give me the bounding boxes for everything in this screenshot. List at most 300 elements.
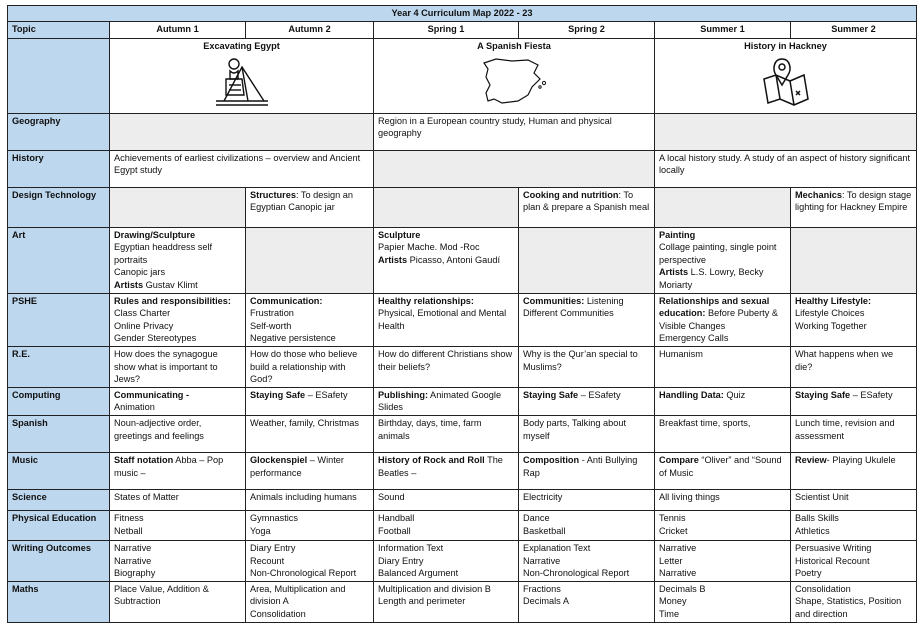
cell-bold-text: Rules and responsibilities: (114, 295, 231, 306)
cell-text: Animation (114, 402, 155, 413)
cell-line (250, 348, 369, 386)
subject-label: Geography (8, 113, 110, 150)
curriculum-cell (791, 187, 917, 227)
cell-text: Fractions (523, 583, 561, 594)
curriculum-cell (110, 540, 246, 581)
cell-text: Online Privacy (114, 320, 174, 331)
curriculum-cell (374, 540, 519, 581)
curriculum-cell (655, 452, 791, 489)
cell-text: Animated Google Slides (378, 389, 502, 413)
cell-line (114, 266, 241, 279)
cell-line (795, 583, 912, 596)
cell-line (114, 320, 241, 333)
cell-text: Money (659, 596, 687, 607)
cell-bold-text: Artists (659, 267, 689, 278)
curriculum-cell (110, 489, 246, 510)
theme-summer (655, 38, 917, 113)
subject-label: Science (8, 489, 110, 510)
cell-line (795, 454, 912, 467)
cell-line (114, 454, 241, 479)
cell-line (795, 491, 912, 504)
cell-line (250, 608, 369, 621)
cell-line (523, 454, 650, 479)
cell-bold-text: Handling Data: (659, 389, 724, 400)
cell-text: Dance (523, 512, 550, 523)
cell-text: Class Charter (114, 308, 171, 319)
curriculum-cell (110, 227, 246, 293)
cell-line (795, 295, 912, 308)
cell-line (114, 389, 241, 402)
curriculum-cell (374, 452, 519, 489)
header-spring-1: Spring 1 (374, 21, 519, 38)
empty-cell (519, 227, 655, 293)
cell-line (523, 583, 650, 596)
theme-autumn (110, 38, 374, 113)
curriculum-cell (374, 346, 519, 387)
empty-cell (246, 227, 374, 293)
curriculum-cell (246, 387, 374, 415)
cell-line (523, 512, 650, 525)
cell-line (523, 295, 650, 320)
cell-text: Region in a European country study, Human and physical geography (378, 115, 612, 139)
cell-bold-text: History of Rock and Roll (378, 454, 485, 465)
cell-text: Animals including humans (250, 491, 357, 502)
curriculum-cell (374, 415, 519, 452)
subject-row (8, 452, 917, 489)
cell-bold-text: Structures (250, 189, 296, 200)
subject-label: PSHE (8, 293, 110, 346)
cell-text: All living things (659, 491, 720, 502)
curriculum-cell (110, 510, 246, 540)
cell-text: Physical, Emotional and Mental Health (378, 308, 507, 331)
cell-bold-text: Cooking and nutrition (523, 189, 619, 200)
cell-line (659, 348, 786, 361)
cell-text: Netball (114, 525, 143, 536)
cell-text: How do those who believe build a relationship with God? (250, 348, 358, 385)
cell-text: Electricity (523, 491, 563, 502)
curriculum-cell (374, 581, 519, 622)
cell-text: Egyptian headdress self portraits (114, 242, 213, 265)
cell-text: Fitness (114, 512, 144, 523)
cell-line (114, 295, 241, 308)
cell-text: Biography (114, 568, 156, 579)
title-row (8, 6, 917, 22)
curriculum-cell (110, 581, 246, 622)
cell-line (114, 525, 241, 538)
cell-line (250, 491, 369, 504)
page-title: Year 4 Curriculum Map 2022 - 23 (8, 6, 917, 22)
cell-line (250, 542, 369, 555)
cell-text: Explanation Text (523, 542, 591, 553)
header-autumn-1: Autumn 1 (110, 21, 246, 38)
cell-text: : To plan & prepare a Spanish meal (523, 189, 650, 213)
cell-line (250, 583, 369, 608)
cell-line (659, 608, 786, 621)
curriculum-cell (791, 415, 917, 452)
cell-bold-text: Artists (378, 254, 408, 265)
cell-bold-text: Mechanics (795, 189, 842, 200)
cell-line (795, 389, 912, 402)
pyramid-sphinx-icon (214, 55, 270, 109)
header-spring-2: Spring 2 (519, 21, 655, 38)
curriculum-cell (519, 510, 655, 540)
cell-line (795, 320, 912, 333)
cell-line (523, 542, 650, 555)
cell-line (795, 555, 912, 568)
cell-bold-text: Review (795, 454, 827, 465)
cell-text: – ESafety (305, 389, 348, 400)
subject-label: Art (8, 227, 110, 293)
subject-row (8, 113, 917, 150)
cell-line (250, 454, 369, 479)
cell-line (378, 307, 514, 332)
cell-text: Abba – Pop music – (114, 454, 224, 478)
cell-text: Narrative (114, 555, 152, 566)
cell-line (795, 525, 912, 538)
subject-row (8, 150, 917, 187)
curriculum-cell (655, 540, 791, 581)
cell-text: Birthday, days, time, farm animals (378, 417, 482, 441)
cell-text: Achievements of earliest civilizations – overview and Ancient Egypt study (114, 152, 361, 176)
cell-bold-text: Staying Safe (795, 389, 851, 400)
curriculum-cell (374, 489, 519, 510)
cell-text: States of Matter (114, 491, 179, 502)
curriculum-cell (246, 415, 374, 452)
cell-text: Cricket (659, 525, 688, 536)
cell-text: Balls Skills (795, 512, 839, 523)
cell-text: How do different Christians show their beliefs? (378, 348, 513, 372)
cell-text: Basketball (523, 525, 566, 536)
cell-text: – ESafety (850, 389, 893, 400)
cell-line (523, 555, 650, 568)
cell-line (378, 115, 650, 140)
cell-line (114, 332, 241, 345)
cell-bold-text: Communicating - (114, 389, 190, 400)
cell-line (659, 525, 786, 538)
cell-line (114, 241, 241, 266)
curriculum-cell (374, 387, 519, 415)
cell-line (523, 525, 650, 538)
cell-line (378, 595, 514, 608)
cell-line (378, 348, 514, 373)
header-topic: Topic (8, 21, 110, 38)
cell-text: - Playing Ukulele (826, 454, 896, 465)
cell-line (378, 491, 514, 504)
cell-text: Area, Multiplication and division A (250, 583, 346, 607)
cell-line (523, 417, 650, 442)
cell-text: Decimals B (659, 583, 706, 594)
curriculum-cell (110, 150, 374, 187)
cell-text: Gender Stereotypes (114, 333, 197, 344)
cell-text: Narrative (659, 542, 697, 553)
cell-text: Decimals A (523, 596, 569, 607)
cell-text: Noun-adjective order, greetings and feelings (114, 417, 204, 441)
cell-line (114, 417, 241, 442)
empty-cell (374, 150, 655, 187)
cell-line (659, 567, 786, 580)
cell-text: Humanism (659, 348, 703, 359)
curriculum-cell (246, 489, 374, 510)
cell-text: Yoga (250, 525, 271, 536)
cell-line (795, 595, 912, 620)
curriculum-cell (791, 540, 917, 581)
cell-line (659, 152, 912, 177)
curriculum-cell (519, 452, 655, 489)
curriculum-cell (655, 581, 791, 622)
cell-text: Why is the Qur’an special to Muslims? (523, 348, 638, 372)
cell-line (523, 567, 650, 580)
curriculum-cell (655, 510, 791, 540)
cell-text: The Beatles – (378, 454, 503, 478)
header-summer-2: Summer 2 (791, 21, 917, 38)
cell-line (114, 542, 241, 555)
cell-text: Papier Mache. Mod -Roc (378, 242, 480, 253)
cell-text: Length and perimeter (378, 596, 466, 607)
cell-line (250, 320, 369, 333)
curriculum-cell (246, 187, 374, 227)
cell-line (114, 229, 241, 242)
curriculum-cell (519, 346, 655, 387)
cell-line (378, 454, 514, 479)
cell-line (659, 389, 786, 402)
subject-label: Design Technology (8, 187, 110, 227)
cell-line (659, 491, 786, 504)
subject-row (8, 415, 917, 452)
cell-line (250, 295, 369, 308)
cell-line (378, 229, 514, 242)
cell-text: Letter (659, 555, 683, 566)
cell-line (659, 555, 786, 568)
cell-text: Non-Chronological Report (523, 568, 630, 579)
cell-line (250, 307, 369, 320)
curriculum-cell (519, 581, 655, 622)
subject-label: Maths (8, 581, 110, 622)
curriculum-cell (519, 489, 655, 510)
empty-cell (791, 227, 917, 293)
subject-row (8, 187, 917, 227)
subject-row (8, 540, 917, 581)
cell-bold-text: Communities: (523, 295, 585, 306)
cell-text: – ESafety (578, 389, 621, 400)
curriculum-cell (246, 452, 374, 489)
cell-line (114, 567, 241, 580)
curriculum-cell (791, 510, 917, 540)
cell-text: Time (659, 608, 680, 619)
curriculum-cell (791, 387, 917, 415)
cell-text: Diary Entry (378, 555, 424, 566)
cell-bold-text: Staying Safe (250, 389, 306, 400)
cell-text: Diary Entry (250, 542, 296, 553)
theme-spring (374, 38, 655, 113)
cell-text: Persuasive Writing (795, 542, 872, 553)
cell-text: Emergency Calls (659, 333, 729, 344)
map-pin-icon (760, 55, 812, 107)
cell-text: Poetry (795, 568, 822, 579)
curriculum-cell (655, 415, 791, 452)
curriculum-cell (246, 540, 374, 581)
cell-line (378, 241, 514, 254)
curriculum-cell (246, 581, 374, 622)
cell-line (114, 555, 241, 568)
curriculum-cell (655, 489, 791, 510)
cell-line (114, 307, 241, 320)
cell-text: Collage painting, single point perspective (659, 242, 777, 265)
curriculum-cell (246, 293, 374, 346)
curriculum-cell (655, 150, 917, 187)
curriculum-cell (791, 581, 917, 622)
subject-label: Music (8, 452, 110, 489)
empty-cell (110, 187, 246, 227)
curriculum-table (7, 5, 917, 623)
cell-line (378, 254, 514, 267)
cell-text: Balanced Argument (378, 568, 459, 579)
cell-text: Narrative (659, 568, 697, 579)
cell-line (378, 389, 514, 414)
cell-line (659, 512, 786, 525)
cell-line (378, 525, 514, 538)
cell-text: Place Value, Addition & Subtraction (114, 583, 209, 607)
cell-line (250, 525, 369, 538)
curriculum-cell (110, 293, 246, 346)
cell-text: : To design an Egyptian Canopic jar (250, 189, 353, 213)
cell-line (523, 189, 650, 214)
cell-line (795, 542, 912, 555)
curriculum-cell (110, 387, 246, 415)
curriculum-cell (791, 346, 917, 387)
empty-cell (110, 113, 374, 150)
cell-text: What happens when we die? (795, 348, 894, 372)
cell-line (795, 567, 912, 580)
curriculum-cell (655, 346, 791, 387)
cell-text: Working Together (795, 320, 867, 331)
cell-line (114, 152, 369, 177)
curriculum-cell (374, 113, 655, 150)
cell-line (523, 389, 650, 402)
cell-text: Non-Chronological Report (250, 568, 357, 579)
cell-text: Multiplication and division B (378, 583, 491, 594)
cell-text: Quiz (723, 389, 746, 400)
cell-line (795, 307, 912, 320)
spain-map-icon (478, 55, 550, 107)
cell-line (795, 512, 912, 525)
cell-text: Tennis (659, 512, 686, 523)
cell-text: How does the synagogue show what is important to Jews? (114, 348, 218, 385)
curriculum-cell (110, 452, 246, 489)
cell-line (523, 348, 650, 373)
curriculum-map (7, 5, 916, 623)
cell-line (795, 417, 912, 442)
cell-bold-text: Painting (659, 229, 696, 240)
cell-bold-text: Healthy Lifestyle: (795, 295, 872, 306)
cell-line (114, 512, 241, 525)
cell-line (795, 189, 912, 214)
cell-text: L.S. Lowry, Becky Moriarty (659, 267, 764, 290)
cell-text: Lunch time, revision and assessment (795, 417, 895, 441)
cell-text: - Anti Bullying Rap (523, 454, 638, 478)
theme-title: Excavating Egypt (203, 40, 280, 51)
cell-text: Shape, Statistics, Position and direction (795, 596, 902, 619)
cell-text: Scientist Unit (795, 491, 849, 502)
cell-text: Picasso, Antoni Gaudí (407, 254, 501, 265)
cell-line (378, 542, 514, 555)
cell-text: Football (378, 525, 411, 536)
header-row (8, 21, 917, 38)
cell-line (523, 595, 650, 608)
curriculum-cell (519, 540, 655, 581)
curriculum-cell (374, 227, 519, 293)
header-autumn-2: Autumn 2 (246, 21, 374, 38)
cell-text: Handball (378, 512, 415, 523)
cell-text: Narrative (523, 555, 561, 566)
cell-line (659, 295, 786, 333)
cell-text: Listening Different Communities (523, 295, 624, 319)
topic-label-cell (8, 38, 110, 113)
cell-line (795, 348, 912, 373)
cell-bold-text: Healthy relationships: (378, 295, 474, 306)
subject-label: History (8, 150, 110, 187)
cell-line (378, 583, 514, 596)
theme-row (8, 38, 917, 113)
cell-bold-text: Artists (114, 279, 144, 290)
cell-line (114, 401, 241, 414)
cell-line (659, 229, 786, 242)
cell-text: Consolidation (795, 583, 851, 594)
curriculum-cell (374, 293, 519, 346)
cell-line (523, 491, 650, 504)
header-summer-1: Summer 1 (655, 21, 791, 38)
cell-line (114, 491, 241, 504)
curriculum-cell (246, 346, 374, 387)
cell-line (378, 567, 514, 580)
subject-row (8, 510, 917, 540)
subject-row (8, 227, 917, 293)
cell-line (250, 567, 369, 580)
cell-line (378, 555, 514, 568)
curriculum-cell (791, 489, 917, 510)
cell-bold-text: Compare (659, 454, 699, 465)
cell-line (250, 189, 369, 214)
cell-bold-text: Staff notation (114, 454, 174, 465)
cell-text: Recount (250, 555, 285, 566)
cell-line (659, 454, 786, 479)
cell-line (659, 332, 786, 345)
cell-text: Body parts, Talking about myself (523, 417, 626, 441)
curriculum-cell (655, 227, 791, 293)
theme-title: History in Hackney (744, 40, 827, 51)
curriculum-cell (110, 415, 246, 452)
cell-line (250, 555, 369, 568)
subject-row (8, 346, 917, 387)
cell-bold-text: Sculpture (378, 229, 421, 240)
cell-bold-text: Publishing: (378, 389, 429, 400)
empty-cell (655, 113, 917, 150)
empty-cell (655, 187, 791, 227)
curriculum-cell (519, 415, 655, 452)
subject-label: Physical Education (8, 510, 110, 540)
subject-label: Spanish (8, 415, 110, 452)
cell-text: Historical Recount (795, 555, 870, 566)
cell-text: Negative persistence (250, 333, 336, 344)
curriculum-cell (791, 452, 917, 489)
curriculum-cell (519, 187, 655, 227)
curriculum-cell (655, 293, 791, 346)
cell-line (114, 279, 241, 292)
curriculum-cell (246, 510, 374, 540)
cell-bold-text: Communication: (250, 295, 323, 306)
cell-text: Lifestyle Choices (795, 308, 865, 319)
cell-text: – Winter performance (250, 454, 344, 478)
cell-text: Gymnastics (250, 512, 298, 523)
